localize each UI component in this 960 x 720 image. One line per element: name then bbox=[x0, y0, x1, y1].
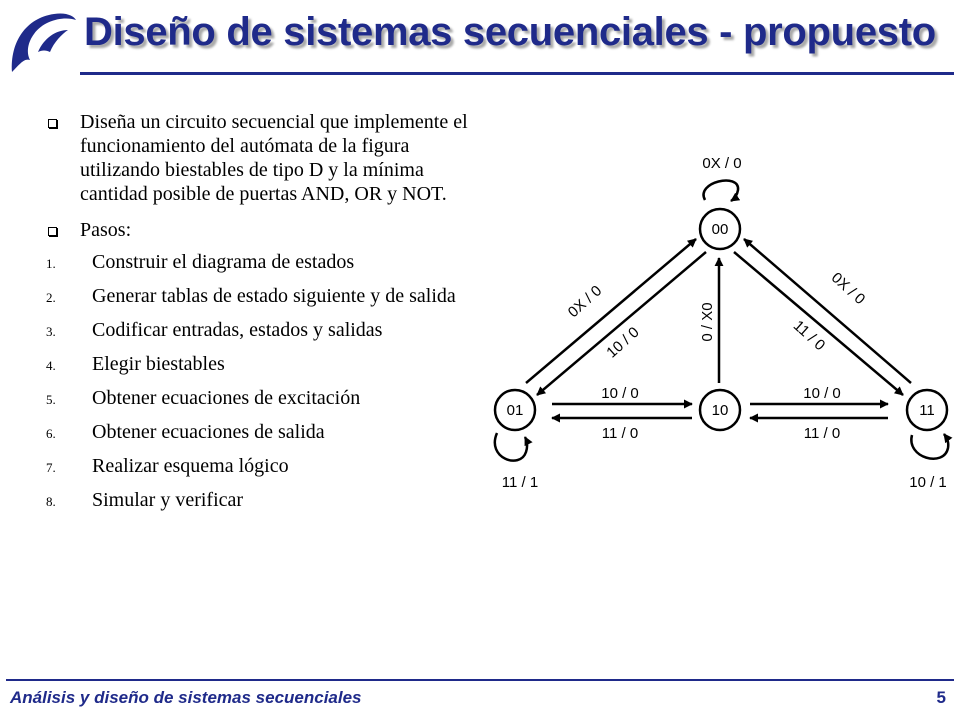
footer-text: Análisis y diseño de sistemas secuenciales bbox=[10, 688, 362, 707]
step-item bbox=[46, 250, 486, 274]
step-text: Construir el diagrama de estados bbox=[92, 251, 355, 273]
arrow-01-to-00 bbox=[526, 239, 696, 383]
bullet-task bbox=[46, 110, 486, 206]
step-text: Obtener ecuaciones de excitación bbox=[92, 387, 361, 409]
step-number: 7. bbox=[46, 460, 56, 475]
step-item bbox=[46, 386, 486, 410]
bullet-text: Pasos: bbox=[80, 219, 132, 241]
bullet-text: Diseña un circuito secuencial que implemente el funcionamiento del autómata de la figura utilizando biestables de tipo D y la mínima cantidad posible de puertas AND, OR y NOT. bbox=[80, 111, 468, 205]
loop-00 bbox=[704, 181, 739, 201]
state-diagram bbox=[478, 140, 958, 510]
bullet-square-icon bbox=[48, 119, 57, 128]
footer-rule bbox=[6, 679, 954, 681]
step-text: Obtener ecuaciones de salida bbox=[92, 421, 325, 443]
label-11-to-10: 11 / 0 bbox=[803, 425, 841, 442]
loop-11 bbox=[911, 434, 948, 459]
step-item bbox=[46, 318, 486, 342]
state-label: 01 bbox=[506, 402, 524, 419]
state-11 bbox=[907, 390, 947, 430]
step-text: Realizar esquema lógico bbox=[92, 455, 289, 477]
label-loop-00: 0X / 0 bbox=[702, 155, 742, 172]
step-number: 2. bbox=[46, 290, 56, 305]
logo-icon bbox=[4, 8, 78, 74]
title-rule bbox=[80, 72, 954, 75]
loop-01 bbox=[495, 433, 527, 461]
step-item bbox=[46, 284, 486, 308]
step-number: 8. bbox=[46, 494, 56, 509]
label-10-to-00: 0 / X0 bbox=[699, 302, 716, 342]
step-item bbox=[46, 420, 486, 444]
state-label: 00 bbox=[711, 221, 729, 238]
step-text: Elegir biestables bbox=[92, 353, 225, 375]
page-number: 5 bbox=[936, 688, 946, 707]
label-01-to-00: 0X / 0 bbox=[564, 282, 606, 322]
step-number: 4. bbox=[46, 358, 56, 373]
arrow-11-to-00 bbox=[744, 239, 911, 383]
label-00-to-01: 10 / 0 bbox=[603, 323, 643, 362]
label-11-to-00: 0X / 0 bbox=[827, 269, 869, 309]
state-10 bbox=[700, 390, 740, 430]
state-label: 10 bbox=[711, 402, 729, 419]
slide-title: Diseño de sistemas secuenciales - propuesto bbox=[84, 10, 936, 54]
step-number: 1. bbox=[46, 256, 56, 271]
step-text: Generar tablas de estado siguiente y de salida bbox=[92, 285, 456, 307]
slide-content bbox=[46, 110, 486, 522]
label-10-to-01: 11 / 0 bbox=[601, 425, 639, 442]
bullet-steps bbox=[46, 218, 486, 242]
step-item bbox=[46, 454, 486, 478]
step-number: 5. bbox=[46, 392, 56, 407]
label-10-to-11: 10 / 0 bbox=[803, 385, 841, 402]
label-loop-01: 11 / 1 bbox=[501, 474, 539, 491]
state-01 bbox=[495, 390, 535, 430]
step-number: 6. bbox=[46, 426, 56, 441]
arrow-00-to-01 bbox=[537, 252, 706, 395]
step-text: Simular y verificar bbox=[92, 489, 244, 511]
label-00-to-11: 11 / 0 bbox=[789, 317, 829, 355]
state-label: 11 bbox=[919, 402, 935, 419]
step-text: Codificar entradas, estados y salidas bbox=[92, 319, 383, 341]
label-loop-11: 10 / 1 bbox=[909, 474, 947, 491]
arrow-00-to-11 bbox=[734, 252, 903, 395]
bullet-square-icon bbox=[48, 227, 57, 236]
step-item bbox=[46, 488, 486, 512]
step-item bbox=[46, 352, 486, 376]
label-01-to-10: 10 / 0 bbox=[601, 385, 639, 402]
state-00 bbox=[700, 209, 740, 249]
step-number: 3. bbox=[46, 324, 56, 339]
